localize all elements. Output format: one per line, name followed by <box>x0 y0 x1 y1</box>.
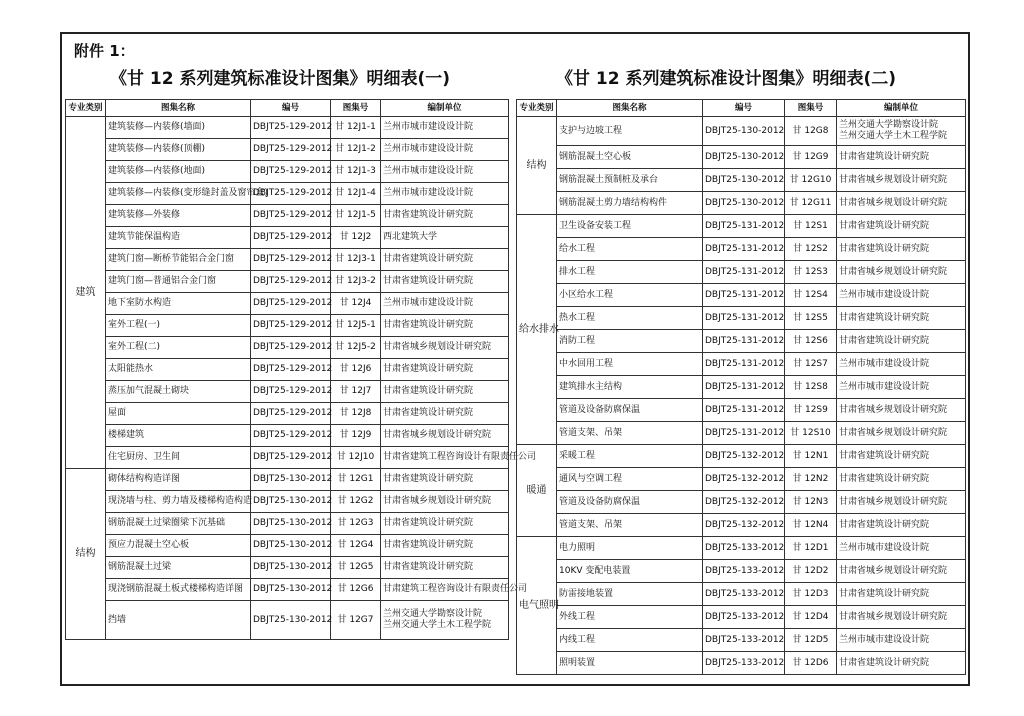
atlas-no-cell: 甘 12G9 <box>785 146 837 169</box>
atlas-no-cell: 甘 12J4 <box>331 293 381 315</box>
category-cell: 结构 <box>66 469 106 640</box>
code-cell: DBJT25-130-2012 <box>251 535 331 557</box>
table-row <box>517 629 966 652</box>
name-cell: 通风与空调工程 <box>557 468 703 491</box>
unit-cell: 兰州市城市建设设计院 <box>837 284 966 307</box>
table-row <box>66 117 509 139</box>
code-cell: DBJT25-129-2012 <box>251 117 331 139</box>
code-cell: DBJT25-130-2012 <box>703 117 785 146</box>
unit-cell: 甘肃省城乡规划设计研究院 <box>381 425 509 447</box>
table-row <box>517 514 966 537</box>
name-cell: 太阳能热水 <box>106 359 251 381</box>
code-cell: DBJT25-130-2012 <box>703 169 785 192</box>
unit-cell: 甘肃省建筑设计研究院 <box>837 652 966 675</box>
name-cell: 建筑装修—内装修(变形缝封盖及窗帘盒) <box>106 183 251 205</box>
unit-cell: 甘肃省建筑设计研究院 <box>381 359 509 381</box>
atlas-no-cell: 甘 12G10 <box>785 169 837 192</box>
name-cell: 钢筋混凝土过梁圈梁下沉基础 <box>106 513 251 535</box>
code-cell: DBJT25-129-2012 <box>251 425 331 447</box>
atlas-no-cell: 甘 12D2 <box>785 560 837 583</box>
unit-cell: 甘肃省建筑设计研究院 <box>837 146 966 169</box>
table-2-title: 《甘 12 系列建筑标准设计图集》明细表(二) <box>556 69 897 89</box>
name-cell: 管道及设备防腐保温 <box>557 491 703 514</box>
atlas-no-cell: 甘 12G11 <box>785 192 837 215</box>
table-row <box>66 359 509 381</box>
code-cell: DBJT25-129-2012 <box>251 447 331 469</box>
unit-cell: 兰州市城市建设设计院 <box>381 183 509 205</box>
name-cell: 室外工程(二) <box>106 337 251 359</box>
code-cell: DBJT25-129-2012 <box>251 337 331 359</box>
atlas-no-cell: 甘 12J10 <box>331 447 381 469</box>
name-cell: 采暖工程 <box>557 445 703 468</box>
code-cell: DBJT25-133-2012 <box>703 629 785 652</box>
table-row <box>517 468 966 491</box>
header-name: 图集名称 <box>106 100 251 117</box>
table-row <box>517 583 966 606</box>
unit-cell: 甘肃省建筑设计研究院 <box>381 249 509 271</box>
table-row <box>517 117 966 146</box>
unit-cell: 兰州市城市建设设计院 <box>381 139 509 161</box>
table-row <box>66 425 509 447</box>
code-cell: DBJT25-129-2012 <box>251 293 331 315</box>
code-cell: DBJT25-130-2012 <box>703 192 785 215</box>
atlas-no-cell: 甘 12S3 <box>785 261 837 284</box>
unit-cell: 甘肃省建筑工程咨询设计有限责任公司 <box>381 447 509 469</box>
table-row <box>66 293 509 315</box>
table-row <box>517 330 966 353</box>
header-atlas-no: 图集号 <box>785 100 837 117</box>
atlas-no-cell: 甘 12S4 <box>785 284 837 307</box>
table-row <box>66 579 509 601</box>
unit-cell: 甘肃省城乡规划设计研究院 <box>837 169 966 192</box>
name-cell: 照明装置 <box>557 652 703 675</box>
table-row <box>517 606 966 629</box>
atlas-no-cell: 甘 12J6 <box>331 359 381 381</box>
unit-cell: 甘肃省建筑设计研究院 <box>381 271 509 293</box>
detail-table-2 <box>516 99 966 675</box>
code-cell: DBJT25-130-2012 <box>251 491 331 513</box>
header-name: 图集名称 <box>557 100 703 117</box>
unit-cell: 甘肃省城乡规划设计研究院 <box>837 560 966 583</box>
name-cell: 钢筋混凝土预制桩及承台 <box>557 169 703 192</box>
header-code: 编号 <box>703 100 785 117</box>
atlas-no-cell: 甘 12S1 <box>785 215 837 238</box>
name-cell: 热水工程 <box>557 307 703 330</box>
code-cell: DBJT25-133-2012 <box>703 560 785 583</box>
unit-cell: 甘肃省建筑设计研究院 <box>381 557 509 579</box>
name-cell: 建筑排水主结构 <box>557 376 703 399</box>
table-row <box>66 381 509 403</box>
table-row <box>66 557 509 579</box>
name-cell: 给水工程 <box>557 238 703 261</box>
unit-cell: 甘肃省建筑设计研究院 <box>381 403 509 425</box>
name-cell: 钢筋混凝土过梁 <box>106 557 251 579</box>
name-cell: 现浇钢筋混凝土板式楼梯构造详图 <box>106 579 251 601</box>
unit-cell: 甘肃省建筑设计研究院 <box>381 315 509 337</box>
header-atlas-no: 图集号 <box>331 100 381 117</box>
code-cell: DBJT25-131-2012 <box>703 376 785 399</box>
unit-cell: 西北建筑大学 <box>381 227 509 249</box>
atlas-no-cell: 甘 12J1-4 <box>331 183 381 205</box>
table-row <box>66 491 509 513</box>
atlas-no-cell: 甘 12S2 <box>785 238 837 261</box>
header-unit: 编制单位 <box>837 100 966 117</box>
table-row <box>517 376 966 399</box>
table-row <box>66 403 509 425</box>
atlas-no-cell: 甘 12J1-2 <box>331 139 381 161</box>
name-cell: 防雷接地装置 <box>557 583 703 606</box>
atlas-no-cell: 甘 12J8 <box>331 403 381 425</box>
table-row <box>66 183 509 205</box>
atlas-no-cell: 甘 12J7 <box>331 381 381 403</box>
unit-cell: 甘肃省城乡规划设计研究院 <box>837 491 966 514</box>
table-row <box>66 601 509 640</box>
name-cell: 钢筋混凝土剪力墙结构构件 <box>557 192 703 215</box>
table-row <box>517 238 966 261</box>
atlas-no-cell: 甘 12J9 <box>331 425 381 447</box>
atlas-no-cell: 甘 12D5 <box>785 629 837 652</box>
unit-cell: 甘肃省建筑设计研究院 <box>837 330 966 353</box>
table-row <box>66 535 509 557</box>
code-cell: DBJT25-132-2012 <box>703 491 785 514</box>
table-row <box>517 146 966 169</box>
annex-label: 附件 1： <box>74 42 135 60</box>
table-row <box>66 205 509 227</box>
name-cell: 住宅厨房、卫生间 <box>106 447 251 469</box>
atlas-no-cell: 甘 12G5 <box>331 557 381 579</box>
name-cell: 卫生设备安装工程 <box>557 215 703 238</box>
name-cell: 消防工程 <box>557 330 703 353</box>
atlas-no-cell: 甘 12S10 <box>785 422 837 445</box>
atlas-no-cell: 甘 12G4 <box>331 535 381 557</box>
table-row <box>66 249 509 271</box>
name-cell: 蒸压加气混凝土砌块 <box>106 381 251 403</box>
table-row <box>66 469 509 491</box>
code-cell: DBJT25-129-2012 <box>251 271 331 293</box>
unit-cell: 甘肃省城乡规划设计研究院 <box>381 491 509 513</box>
unit-cell: 甘肃省建筑设计研究院 <box>381 469 509 491</box>
atlas-no-cell: 甘 12D1 <box>785 537 837 560</box>
name-cell: 建筑装修—内装修(顶棚) <box>106 139 251 161</box>
atlas-no-cell: 甘 12S8 <box>785 376 837 399</box>
atlas-no-cell: 甘 12J1-3 <box>331 161 381 183</box>
name-cell: 地下室防水构造 <box>106 293 251 315</box>
code-cell: DBJT25-129-2012 <box>251 249 331 271</box>
atlas-no-cell: 甘 12J5-2 <box>331 337 381 359</box>
unit-cell: 甘肃建筑工程咨询设计有限责任公司 <box>381 579 509 601</box>
name-cell: 建筑装修—内装修(地面) <box>106 161 251 183</box>
code-cell: DBJT25-132-2012 <box>703 445 785 468</box>
name-cell: 建筑节能保温构造 <box>106 227 251 249</box>
unit-cell: 兰州市城市建设设计院 <box>381 161 509 183</box>
table-row <box>517 353 966 376</box>
code-cell: DBJT25-133-2012 <box>703 606 785 629</box>
table-row <box>517 192 966 215</box>
unit-cell: 甘肃省城乡规划设计研究院 <box>837 606 966 629</box>
category-cell: 给水排水 <box>517 215 557 445</box>
unit-cell: 兰州市城市建设设计院 <box>837 537 966 560</box>
table-header-row <box>517 100 966 117</box>
atlas-no-cell: 甘 12J5-1 <box>331 315 381 337</box>
unit-cell: 甘肃省建筑设计研究院 <box>381 535 509 557</box>
unit-cell: 甘肃省建筑设计研究院 <box>837 307 966 330</box>
unit-cell: 甘肃省建筑设计研究院 <box>837 583 966 606</box>
code-cell: DBJT25-132-2012 <box>703 514 785 537</box>
atlas-no-cell: 甘 12N1 <box>785 445 837 468</box>
table-row <box>66 139 509 161</box>
atlas-no-cell: 甘 12J1-5 <box>331 205 381 227</box>
code-cell: DBJT25-132-2012 <box>703 468 785 491</box>
code-cell: DBJT25-130-2012 <box>703 146 785 169</box>
table-row <box>517 491 966 514</box>
name-cell: 室外工程(一) <box>106 315 251 337</box>
name-cell: 砌体结构构造详图 <box>106 469 251 491</box>
code-cell: DBJT25-131-2012 <box>703 307 785 330</box>
category-cell: 建筑 <box>66 117 106 469</box>
name-cell: 挡墙 <box>106 601 251 640</box>
atlas-no-cell: 甘 12N3 <box>785 491 837 514</box>
atlas-no-cell: 甘 12J2 <box>331 227 381 249</box>
atlas-no-cell: 甘 12G7 <box>331 601 381 640</box>
unit-cell: 甘肃省城乡规划设计研究院 <box>837 399 966 422</box>
code-cell: DBJT25-129-2012 <box>251 161 331 183</box>
header-category: 专业类别 <box>517 100 557 117</box>
code-cell: DBJT25-133-2012 <box>703 583 785 606</box>
table-row <box>517 422 966 445</box>
table-row <box>517 560 966 583</box>
atlas-no-cell: 甘 12J1-1 <box>331 117 381 139</box>
header-unit: 编制单位 <box>381 100 509 117</box>
atlas-no-cell: 甘 12G8 <box>785 117 837 146</box>
table-row <box>66 161 509 183</box>
code-cell: DBJT25-131-2012 <box>703 422 785 445</box>
code-cell: DBJT25-129-2012 <box>251 227 331 249</box>
table-row <box>66 315 509 337</box>
code-cell: DBJT25-131-2012 <box>703 261 785 284</box>
name-cell: 建筑装修—内装修(墙面) <box>106 117 251 139</box>
table-row <box>66 227 509 249</box>
table-row <box>66 271 509 293</box>
table-row <box>517 399 966 422</box>
name-cell: 钢筋混凝土空心板 <box>557 146 703 169</box>
table-1-title: 《甘 12 系列建筑标准设计图集》明细表(一) <box>110 69 451 89</box>
table-row <box>517 445 966 468</box>
header-code: 编号 <box>251 100 331 117</box>
unit-cell: 甘肃省城乡规划设计研究院 <box>837 192 966 215</box>
code-cell: DBJT25-131-2012 <box>703 215 785 238</box>
name-cell: 管道支架、吊架 <box>557 422 703 445</box>
header-category: 专业类别 <box>66 100 106 117</box>
name-cell: 支护与边坡工程 <box>557 117 703 146</box>
unit-cell: 甘肃省建筑设计研究院 <box>837 238 966 261</box>
name-cell: 预应力混凝土空心板 <box>106 535 251 557</box>
code-cell: DBJT25-129-2012 <box>251 139 331 161</box>
unit-cell: 甘肃省建筑设计研究院 <box>837 468 966 491</box>
unit-cell: 甘肃省建筑设计研究院 <box>837 514 966 537</box>
unit-cell: 兰州市城市建设设计院 <box>381 293 509 315</box>
unit-cell: 甘肃省建筑设计研究院 <box>837 215 966 238</box>
unit-cell: 甘肃省城乡规划设计研究院 <box>381 337 509 359</box>
name-cell: 建筑装修—外装修 <box>106 205 251 227</box>
atlas-no-cell: 甘 12N2 <box>785 468 837 491</box>
unit-cell: 兰州市城市建设设计院 <box>837 629 966 652</box>
atlas-no-cell: 甘 12N4 <box>785 514 837 537</box>
unit-cell: 兰州市城市建设设计院 <box>837 353 966 376</box>
code-cell: DBJT25-131-2012 <box>703 330 785 353</box>
code-cell: DBJT25-129-2012 <box>251 403 331 425</box>
table-row <box>517 307 966 330</box>
name-cell: 管道支架、吊架 <box>557 514 703 537</box>
unit-cell: 甘肃省建筑设计研究院 <box>381 205 509 227</box>
table-row <box>66 337 509 359</box>
atlas-no-cell: 甘 12D4 <box>785 606 837 629</box>
atlas-no-cell: 甘 12G6 <box>331 579 381 601</box>
atlas-no-cell: 甘 12S5 <box>785 307 837 330</box>
name-cell: 小区给水工程 <box>557 284 703 307</box>
code-cell: DBJT25-130-2012 <box>251 469 331 491</box>
code-cell: DBJT25-133-2012 <box>703 537 785 560</box>
name-cell: 建筑门窗—断桥节能铝合金门窗 <box>106 249 251 271</box>
table-row <box>517 652 966 675</box>
unit-cell: 甘肃省建筑设计研究院 <box>381 381 509 403</box>
code-cell: DBJT25-131-2012 <box>703 353 785 376</box>
name-cell: 楼梯建筑 <box>106 425 251 447</box>
code-cell: DBJT25-131-2012 <box>703 238 785 261</box>
name-cell: 屋面 <box>106 403 251 425</box>
unit-cell: 兰州市城市建设设计院 <box>837 376 966 399</box>
table-2-body <box>517 117 966 675</box>
table-row <box>517 169 966 192</box>
table-row <box>66 447 509 469</box>
code-cell: DBJT25-129-2012 <box>251 183 331 205</box>
name-cell: 现浇墙与柱、剪力墙及楼梯构造构造 <box>106 491 251 513</box>
atlas-no-cell: 甘 12S6 <box>785 330 837 353</box>
code-cell: DBJT25-129-2012 <box>251 315 331 337</box>
code-cell: DBJT25-130-2012 <box>251 601 331 640</box>
code-cell: DBJT25-129-2012 <box>251 359 331 381</box>
code-cell: DBJT25-131-2012 <box>703 284 785 307</box>
name-cell: 管道及设备防腐保温 <box>557 399 703 422</box>
category-cell: 电气照明 <box>517 537 557 675</box>
atlas-no-cell: 甘 12J3-2 <box>331 271 381 293</box>
code-cell: DBJT25-129-2012 <box>251 205 331 227</box>
unit-cell: 兰州交通大学勘察设计院 兰州交通大学土木工程学院 <box>381 601 509 640</box>
unit-cell: 甘肃省城乡规划设计研究院 <box>837 261 966 284</box>
code-cell: DBJT25-130-2012 <box>251 579 331 601</box>
atlas-no-cell: 甘 12G2 <box>331 491 381 513</box>
code-cell: DBJT25-129-2012 <box>251 381 331 403</box>
code-cell: DBJT25-130-2012 <box>251 557 331 579</box>
name-cell: 排水工程 <box>557 261 703 284</box>
name-cell: 电力照明 <box>557 537 703 560</box>
unit-cell: 兰州交通大学勘察设计院 兰州交通大学土木工程学院 <box>837 117 966 146</box>
atlas-no-cell: 甘 12S9 <box>785 399 837 422</box>
atlas-no-cell: 甘 12G3 <box>331 513 381 535</box>
unit-cell: 甘肃省建筑设计研究院 <box>837 445 966 468</box>
unit-cell: 兰州市城市建设设计院 <box>381 117 509 139</box>
unit-cell: 甘肃省城乡规划设计研究院 <box>837 422 966 445</box>
category-cell: 结构 <box>517 117 557 215</box>
name-cell: 中水回用工程 <box>557 353 703 376</box>
code-cell: DBJT25-130-2012 <box>251 513 331 535</box>
table-header-row <box>66 100 509 117</box>
table-row <box>66 513 509 535</box>
code-cell: DBJT25-133-2012 <box>703 652 785 675</box>
table-row <box>517 284 966 307</box>
atlas-no-cell: 甘 12S7 <box>785 353 837 376</box>
table-row <box>517 261 966 284</box>
atlas-no-cell: 甘 12G1 <box>331 469 381 491</box>
name-cell: 建筑门窗—普通铝合金门窗 <box>106 271 251 293</box>
unit-cell: 甘肃省建筑设计研究院 <box>381 513 509 535</box>
table-row <box>517 215 966 238</box>
atlas-no-cell: 甘 12D6 <box>785 652 837 675</box>
category-cell: 暖通 <box>517 445 557 537</box>
code-cell: DBJT25-131-2012 <box>703 399 785 422</box>
name-cell: 10KV 变配电装置 <box>557 560 703 583</box>
name-cell: 内线工程 <box>557 629 703 652</box>
name-cell: 外线工程 <box>557 606 703 629</box>
atlas-no-cell: 甘 12D3 <box>785 583 837 606</box>
table-row <box>517 537 966 560</box>
atlas-no-cell: 甘 12J3-1 <box>331 249 381 271</box>
